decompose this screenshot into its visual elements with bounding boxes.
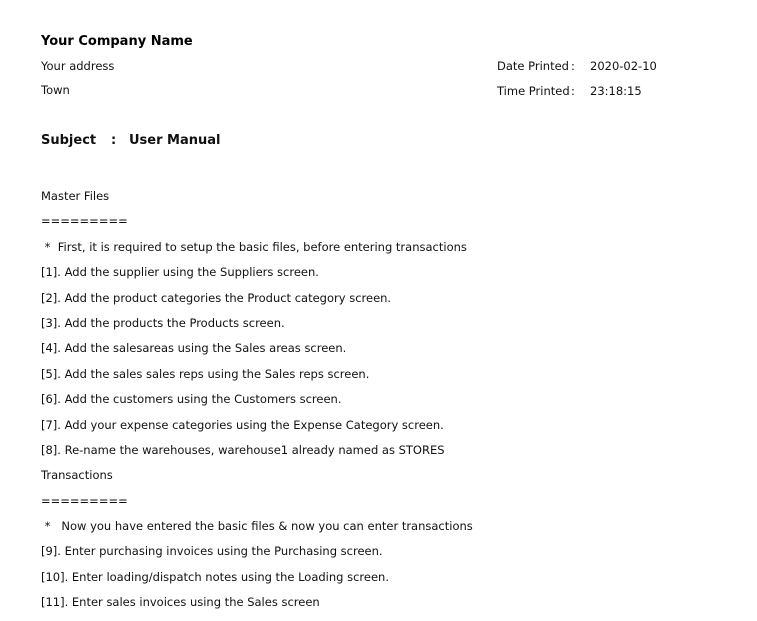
manual-line: [9]. Enter purchasing invoices using the Purchasing screen. — [41, 544, 383, 559]
address-line-1: Your address — [41, 59, 115, 73]
subject-label: Subject — [41, 133, 97, 148]
time-printed-separator: : — [571, 84, 575, 98]
manual-line: [8]. Re-name the warehouses, warehouse1 already named as STORES — [41, 442, 445, 457]
manual-line: [7]. Add your expense categories using the Expense Category screen. — [41, 417, 444, 432]
manual-body — [41, 189, 473, 621]
manual-line: [11]. Enter sales invoices using the Sales screen — [41, 595, 320, 610]
address-line-2: Town — [41, 83, 70, 97]
date-printed-value: 2020-02-10 — [590, 59, 657, 73]
manual-line: [3]. Add the products the Products screen. — [41, 315, 285, 330]
time-printed-label: Time Printed — [497, 84, 570, 98]
manual-line: [5]. Add the sales sales reps using the Sales reps screen. — [41, 366, 370, 381]
manual-line: * Now you have entered the basic files & now you can enter transactions — [41, 519, 473, 534]
manual-line: Transactions — [41, 468, 113, 483]
subject-separator: : — [111, 133, 117, 148]
manual-line: ========= — [41, 493, 128, 508]
manual-line: [1]. Add the supplier using the Suppliers screen. — [41, 265, 319, 280]
manual-line: Master Files — [41, 189, 110, 203]
manual-line: [6]. Add the customers using the Customers screen. — [41, 392, 342, 407]
manual-line: * First, it is required to setup the basic files, before entering transactions — [41, 239, 467, 254]
manual-line: ========= — [41, 214, 128, 229]
company-name: Your Company Name — [41, 34, 193, 49]
manual-line: [4]. Add the salesareas using the Sales areas screen. — [41, 341, 347, 356]
subject-value: User Manual — [129, 133, 221, 148]
manual-line: [10]. Enter loading/dispatch notes using the Loading screen. — [41, 569, 389, 584]
time-printed-value: 23:18:15 — [590, 84, 642, 98]
manual-line: [2]. Add the product categories the Product category screen. — [41, 290, 392, 305]
date-printed-label: Date Printed — [497, 59, 569, 73]
date-printed-separator: : — [571, 59, 575, 73]
